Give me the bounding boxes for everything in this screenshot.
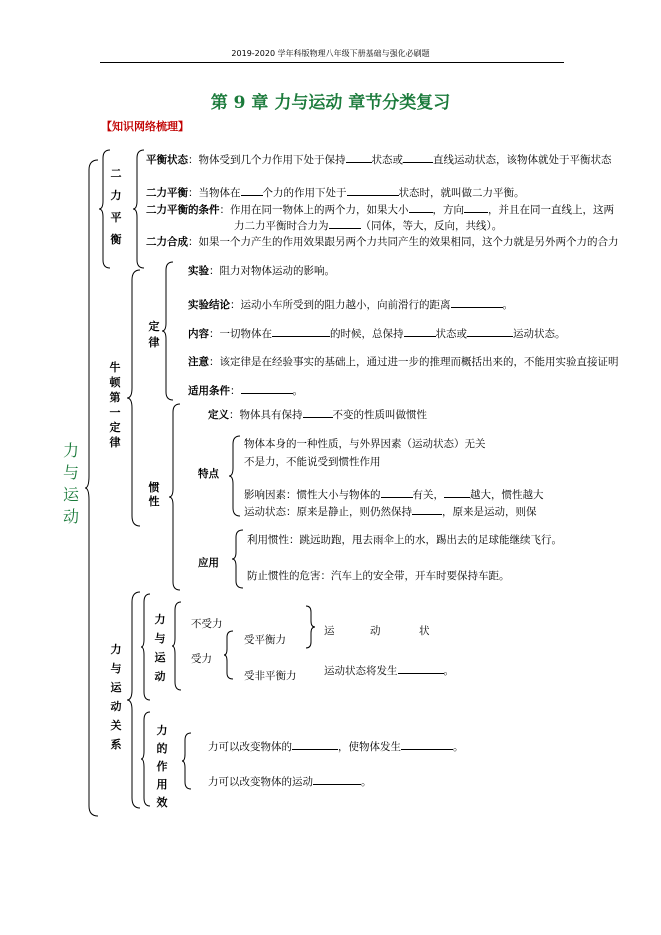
unbalanced-text: 运动状态将发生 — [324, 665, 398, 677]
feature-text: ，原来是运动，则保 — [442, 506, 537, 518]
main-topic-label: 力与运动 — [62, 441, 79, 526]
experiment-term: 实验 — [188, 265, 209, 277]
feature-brace — [229, 436, 241, 516]
blank — [241, 185, 263, 196]
definition-text: 不变的性质叫做惯性 — [332, 409, 427, 421]
effect-text: 。 — [453, 741, 464, 753]
blank — [381, 487, 413, 498]
equilibrium-text: 直线运动状态，该物体就处于平衡状态 — [433, 154, 612, 166]
equilibrium-line — [146, 152, 612, 167]
note-term: 注意 — [188, 356, 209, 368]
feature-term: 特点 — [198, 468, 219, 480]
application-term: 应用 — [198, 557, 219, 569]
equilibrium-text: 状态或 — [371, 154, 403, 166]
condition-text: （同体，等大，反向，共线）。 — [360, 220, 503, 232]
section-label: 【知识网络梳理】 — [101, 120, 189, 133]
newton-brace — [127, 270, 141, 526]
law-brace — [162, 262, 174, 400]
content-term: 内容 — [188, 328, 209, 340]
balanced-label: 受平衡力 — [244, 634, 286, 646]
balance-items-brace — [133, 150, 145, 268]
no-force-label: 不受力 — [191, 618, 223, 630]
composition-term: 二力合成 — [146, 236, 188, 248]
condition-text: ，并且在同一直线上，这两 — [488, 204, 614, 216]
applicable-text: 。 — [292, 385, 303, 397]
effect-text: 。 — [361, 776, 372, 788]
conclusion-term: 实验结论 — [188, 299, 230, 311]
two-force-term: 二力平衡 — [146, 187, 188, 199]
page-header: 2019-2020 学年科版物理八年级下册基础与强化必刷题 — [231, 49, 430, 58]
condition-text: ：作用在同一物体上的两个力，如果大小 — [219, 204, 409, 216]
two-force-text: 状态时，就叫做二力平衡。 — [398, 187, 525, 199]
composition-text: ：如果一个力产生的作用效果跟另两个力共同产生的效果相同，这个力就是另外两个力的合力 — [188, 236, 619, 248]
feature-4 — [244, 504, 537, 519]
effect-brace — [182, 733, 192, 789]
header-rule — [100, 62, 564, 63]
relation-brace — [127, 592, 141, 808]
conclusion-line — [188, 297, 513, 312]
fm-outer-brace — [141, 594, 151, 700]
content-text: 运动状态。 — [513, 328, 566, 340]
main-brace — [85, 160, 99, 816]
effect-text: 力可以改变物体的运动 — [208, 776, 313, 788]
applicable-text: ： — [230, 385, 241, 397]
application-brace — [232, 530, 244, 588]
applicable-line — [188, 383, 303, 398]
note-line — [188, 354, 619, 369]
effect-outer-brace — [141, 712, 151, 806]
condition-term: 二力平衡的条件 — [146, 204, 220, 216]
condition-line-2 — [234, 218, 502, 233]
blank — [444, 487, 470, 498]
newton-label: 牛顿第一定律 — [109, 361, 121, 449]
blank — [272, 326, 330, 337]
content-text: 状态或 — [435, 328, 467, 340]
blank — [451, 297, 503, 308]
condition-text: ，方向 — [432, 204, 464, 216]
balance-label: 二力平衡 — [110, 167, 122, 246]
conclusion-text: ：运动小车所受到的阻力越小，向前滑行的距离 — [230, 299, 451, 311]
force-label: 受力 — [191, 653, 212, 665]
law-label: 定律 — [148, 320, 160, 349]
effect-label: 力的作用效 — [156, 724, 168, 809]
fm-brace — [172, 602, 182, 690]
composition-line — [146, 234, 619, 249]
fm-label: 力与运动 — [154, 613, 166, 683]
page-title: 第 9 章 力与运动 章节分类复习 — [210, 93, 451, 113]
blank — [409, 202, 433, 213]
effect-1 — [208, 739, 464, 754]
effect-2 — [208, 774, 372, 789]
feature-text: 有关， — [412, 489, 444, 501]
note-text: ：该定律是在经验事实的基础上，通过进一步的推理而概括出来的，不能用实验直接证明 — [209, 356, 619, 368]
blank — [241, 383, 293, 394]
application-2: 防止惯性的危害：汽车上的安全带，开车时要保持车距。 — [247, 570, 510, 582]
experiment-text: ：阻力对物体运动的影响。 — [209, 265, 335, 277]
equilibrium-text: ：物体受到几个力作用下处于保持 — [188, 154, 346, 166]
applicable-term: 适用条件 — [188, 385, 230, 397]
blank — [313, 774, 361, 785]
content-text: ：一切物体在 — [209, 328, 272, 340]
feature-2: 不是力，不能说受到惯性作用 — [244, 456, 381, 468]
blank — [292, 739, 338, 750]
blank — [403, 152, 433, 163]
feature-text: 越大，惯性越大 — [470, 489, 544, 501]
two-force-line — [146, 185, 525, 200]
state-brace — [306, 606, 316, 648]
definition-text: ：物体具有保持 — [229, 409, 303, 421]
feature-3 — [244, 487, 544, 502]
effect-text: 力可以改变物体的 — [208, 741, 292, 753]
feature-text: 运动状态：原来是静止，则仍然保持 — [244, 506, 412, 518]
application-1: 利用惯性：跳远助跑，甩去雨伞上的水，踢出去的足球能继续飞行。 — [247, 534, 562, 546]
definition-line — [208, 407, 427, 422]
experiment-line — [188, 263, 335, 278]
equilibrium-term: 平衡状态 — [146, 154, 188, 166]
blank — [329, 218, 361, 229]
force-brace — [224, 631, 234, 679]
blank — [347, 185, 399, 196]
state-text-3: 状 — [419, 625, 430, 637]
feature-text: 影响因素：惯性大小与物体的 — [244, 489, 381, 501]
blank — [303, 407, 333, 418]
effect-text: ，使物体发生 — [338, 741, 401, 753]
two-force-text: 个力的作用下处于 — [262, 187, 347, 199]
relation-label: 力与运动关系 — [110, 643, 122, 751]
unbalanced-label: 受非平衡力 — [244, 670, 297, 682]
blank — [412, 504, 442, 515]
blank — [467, 326, 513, 337]
content-line — [188, 326, 566, 341]
blank — [398, 663, 444, 674]
blank — [404, 326, 436, 337]
blank — [401, 739, 453, 750]
conclusion-text: 。 — [502, 299, 513, 311]
unbalanced-result — [324, 663, 454, 678]
feature-1: 物体本身的一种性质，与外界因素（运动状态）无关 — [244, 438, 486, 450]
condition-line — [146, 202, 614, 217]
inertia-brace — [169, 404, 181, 590]
blank — [346, 152, 372, 163]
condition-text: 力二力平衡时合力为 — [234, 220, 329, 232]
unbalanced-text: 。 — [443, 665, 454, 677]
blank — [464, 202, 488, 213]
state-text-1: 运 — [324, 625, 335, 637]
two-force-text: ：当物体在 — [188, 187, 241, 199]
inertia-label: 惯性 — [148, 481, 160, 508]
definition-term: 定义 — [208, 409, 229, 421]
content-text: 的时候，总保持 — [330, 328, 404, 340]
state-text-2: 动 — [370, 625, 381, 637]
